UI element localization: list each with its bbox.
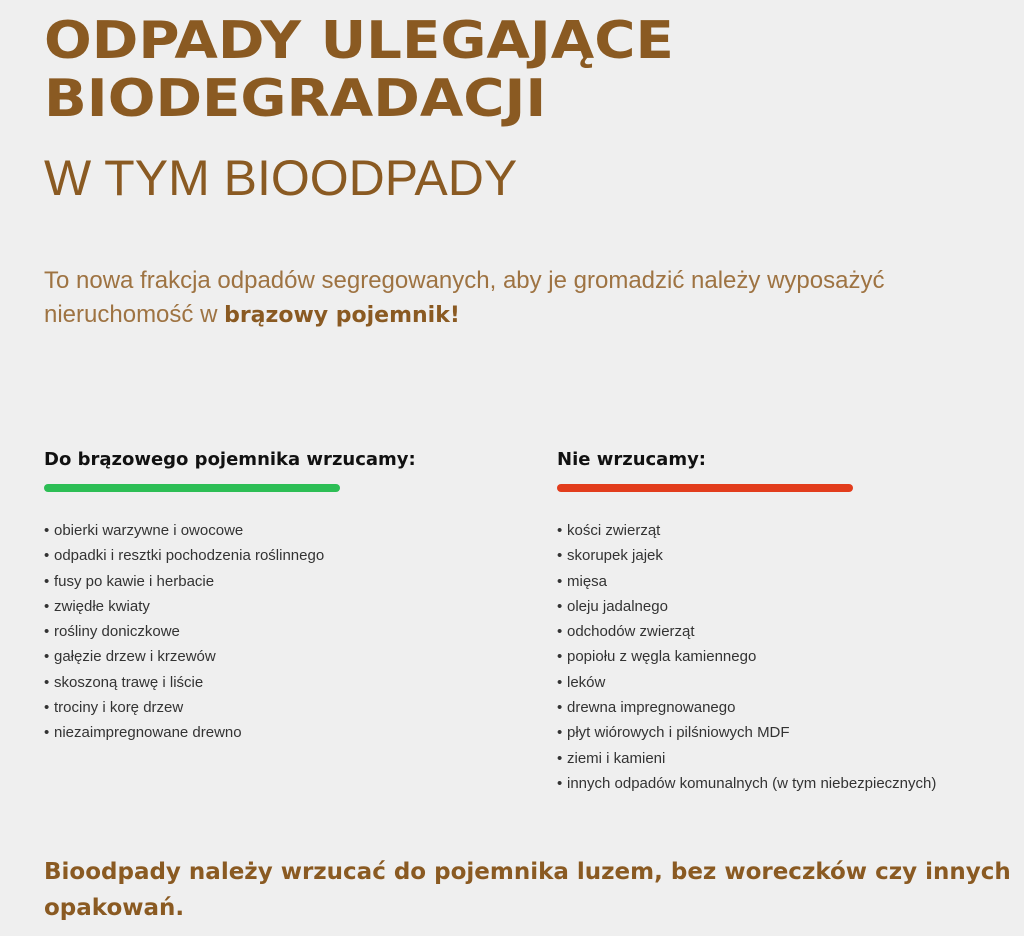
forbidden-column — [557, 428, 1017, 796]
forbidden-item: • drewna impregnowanego — [557, 695, 1017, 720]
allowed-item: • niezaimpregnowane drewno — [44, 720, 504, 745]
page-title — [44, 12, 735, 128]
forbidden-item: • ziemi i kamieni — [557, 746, 1017, 771]
forbidden-item: • leków — [557, 670, 1017, 695]
forbidden-item: • kości zwierząt — [557, 518, 1017, 543]
footer-note: Bioodpady należy wrzucać do pojemnika luzem, bez woreczków czy innych opakowań. — [44, 859, 1011, 921]
allowed-heading: Do brązowego pojemnika wrzucamy: — [44, 449, 416, 470]
allowed-column — [44, 428, 504, 746]
intro-paragraph — [44, 264, 1004, 333]
forbidden-bar — [557, 484, 853, 492]
forbidden-item: • innych odpadów komunalnych (w tym niebezpiecznych) — [557, 771, 1017, 796]
forbidden-item: • płyt wiórowych i pilśniowych MDF — [557, 720, 1017, 745]
allowed-item: • zwiędłe kwiaty — [44, 594, 504, 619]
allowed-item: • fusy po kawie i herbacie — [44, 569, 504, 594]
page-subtitle: W TYM BIOODPADY — [44, 150, 518, 206]
allowed-list — [44, 518, 504, 746]
allowed-item: • skoszoną trawę i liście — [44, 670, 504, 695]
intro-text: To nowa frakcja odpadów segregowanych, aby je gromadzić należy wyposażyć nieruchomość w — [44, 267, 885, 328]
forbidden-item: • skorupek jajek — [557, 543, 1017, 568]
allowed-bar — [44, 484, 340, 492]
intro-highlight: brązowy pojemnik! — [224, 303, 460, 328]
forbidden-heading: Nie wrzucamy: — [557, 449, 707, 470]
allowed-item: • odpadki i resztki pochodzenia roślinnego — [44, 543, 504, 568]
page-title-line-2: BIODEGRADACJI — [44, 69, 547, 129]
forbidden-item: • odchodów zwierząt — [557, 619, 1017, 644]
page-title-line-1: ODPADY ULEGAJĄCE — [44, 11, 674, 71]
forbidden-list — [557, 518, 1017, 796]
allowed-item: • trociny i korę drzew — [44, 695, 504, 720]
allowed-item: • rośliny doniczkowe — [44, 619, 504, 644]
allowed-item: • obierki warzywne i owocowe — [44, 518, 504, 543]
forbidden-item: • mięsa — [557, 569, 1017, 594]
forbidden-item: • popiołu z węgla kamiennego — [557, 644, 1017, 669]
forbidden-item: • oleju jadalnego — [557, 594, 1017, 619]
allowed-item: • gałęzie drzew i krzewów — [44, 644, 504, 669]
